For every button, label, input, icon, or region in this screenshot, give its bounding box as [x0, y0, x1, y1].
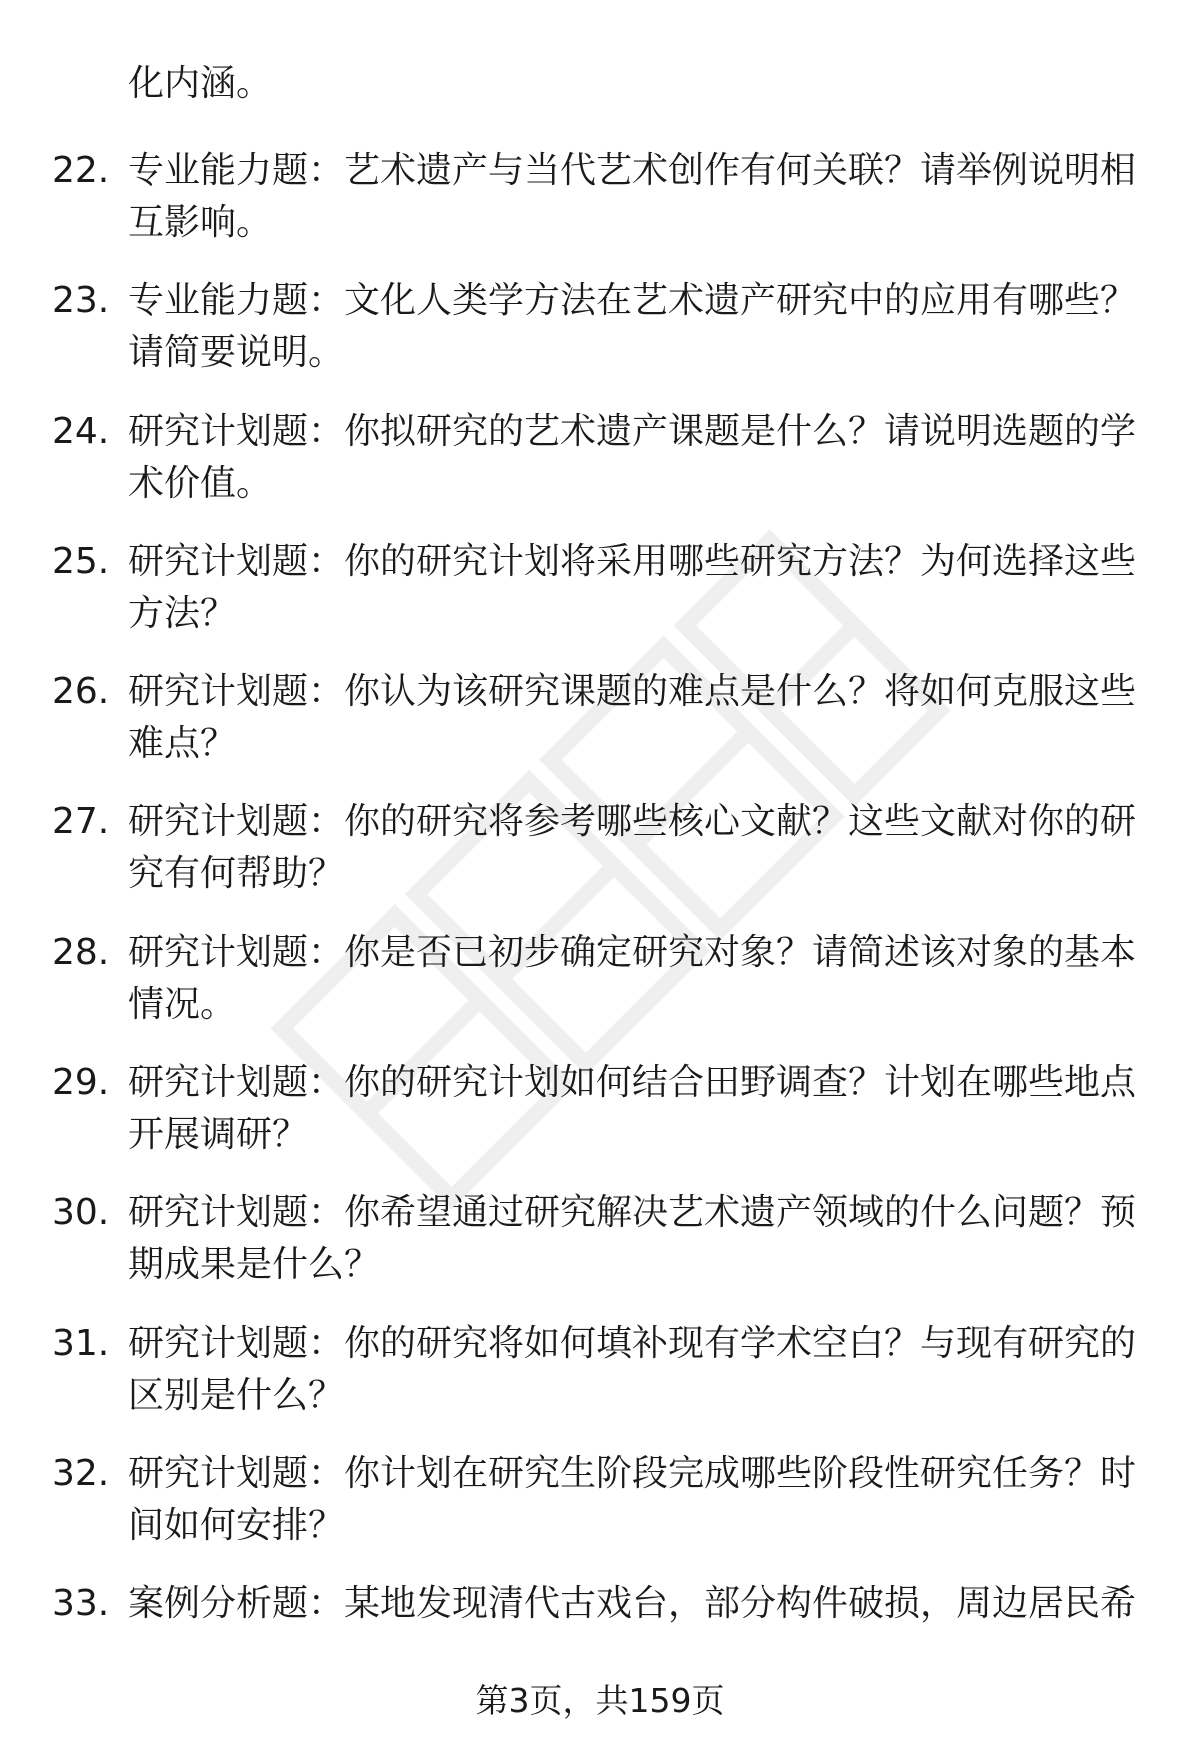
question-line: 专业能力题：文化人类学方法在艺术遗产研究中的应用有哪些？ [128, 280, 1137, 322]
question-line: 研究计划题：你拟研究的艺术遗产课题是什么？请说明选题的学 [128, 410, 1137, 452]
question-text [128, 1448, 1138, 1552]
question-number: 22. [52, 150, 110, 191]
continuation-text: 化内涵。 [128, 63, 273, 104]
question-number: 29. [52, 1062, 110, 1104]
question-line: 研究计划题：你希望通过研究解决艺术遗产领域的什么问题？预 [128, 1192, 1137, 1234]
question-line: 究有何帮助？ [128, 853, 345, 895]
question-line: 期成果是什么？ [128, 1244, 381, 1286]
question-number: 33. [52, 1583, 110, 1625]
question-line: 案例分析题：某地发现清代古戏台，部分构件破损，周边居民希 [128, 1583, 1137, 1625]
question-line: 互影响。 [128, 202, 273, 243]
question-line: 研究计划题：你的研究计划如何结合田野调查？计划在哪些地点 [128, 1062, 1137, 1104]
question-item [0, 656, 1200, 786]
question-number: 32. [52, 1452, 110, 1494]
question-item [0, 1047, 1200, 1177]
question-item [0, 1308, 1200, 1438]
question-item [0, 135, 1200, 265]
question-line: 研究计划题：你计划在研究生阶段完成哪些阶段性研究任务？时 [128, 1452, 1137, 1494]
question-line: 专业能力题：艺术遗产与当代艺术创作有何关联？请举例说明相 [128, 150, 1137, 191]
question-line: 研究计划题：你是否已初步确定研究对象？请简述该对象的基本 [128, 931, 1137, 973]
question-line: 请简要说明。 [128, 332, 345, 374]
question-line: 术价值。 [128, 462, 273, 504]
question-line: 研究计划题：你认为该研究课题的难点是什么？将如何克服这些 [128, 671, 1137, 713]
question-number: 25. [52, 540, 110, 582]
question-number: 23. [52, 280, 110, 322]
question-text [128, 1057, 1138, 1161]
question-line: 开展调研？ [128, 1114, 309, 1156]
question-line: 间如何安排？ [128, 1504, 345, 1546]
question-text [128, 1578, 1138, 1630]
question-text [128, 145, 1138, 249]
question-line: 研究计划题：你的研究将参考哪些核心文献？这些文献对你的研 [128, 801, 1137, 843]
question-line: 情况。 [128, 983, 237, 1025]
question-item [0, 1177, 1200, 1307]
question-number: 30. [52, 1192, 110, 1234]
question-text [128, 796, 1138, 900]
page-footer: 第3页，共159页 [475, 1681, 725, 1720]
question-number: 31. [52, 1322, 110, 1364]
question-number: 28. [52, 931, 110, 973]
question-line: 方法？ [128, 592, 237, 634]
question-item [0, 396, 1200, 526]
question-text [128, 406, 1138, 510]
question-text [128, 927, 1138, 1031]
question-line: 研究计划题：你的研究将如何填补现有学术空白？与现有研究的 [128, 1322, 1137, 1364]
question-number: 24. [52, 410, 110, 452]
question-text [128, 666, 1138, 770]
question-number: 26. [52, 671, 110, 713]
question-item [0, 265, 1200, 395]
question-line: 区别是什么？ [128, 1374, 345, 1416]
question-list [0, 135, 1200, 1699]
question-text [128, 1318, 1138, 1422]
question-item [0, 526, 1200, 656]
question-text [128, 536, 1138, 640]
question-line: 难点？ [128, 723, 237, 765]
question-text [128, 275, 1138, 379]
question-number: 27. [52, 801, 110, 843]
question-item [0, 917, 1200, 1047]
question-item [0, 1438, 1200, 1568]
question-text [128, 1187, 1138, 1291]
question-item [0, 786, 1200, 916]
question-line: 研究计划题：你的研究计划将采用哪些研究方法？为何选择这些 [128, 540, 1137, 582]
